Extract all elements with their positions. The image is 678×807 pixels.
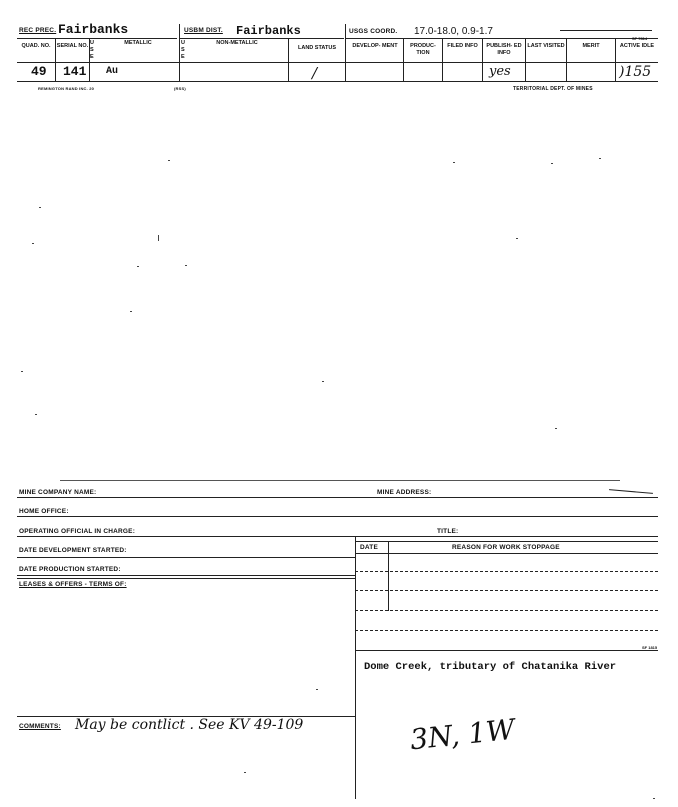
- title-label: TITLE:: [437, 528, 459, 535]
- date-column-label: DATE: [360, 544, 379, 551]
- operating-official-label: OPERATING OFFICIAL IN CHARGE:: [19, 528, 136, 535]
- location-description: Dome Creek, tributary of Chatanika River: [364, 661, 617, 673]
- usbm-dist-label: USBM DIST.: [184, 27, 223, 34]
- col-merit: MERIT: [582, 43, 600, 49]
- rec-prec-label: REC PREC.: [19, 27, 57, 34]
- mine-company-name-label: MINE COMPANY NAME:: [19, 489, 97, 496]
- usgs-coord-value: 17.0-18.0, 0.9-1.7: [414, 26, 493, 37]
- usgs-coord-label: USGS COORD.: [349, 28, 398, 35]
- col-last-visited: LAST VISITED: [527, 43, 565, 49]
- form-number: SF 7814: [632, 36, 648, 41]
- usbm-dist-value: Fairbanks: [236, 24, 301, 38]
- record-serial: 141: [63, 64, 87, 79]
- printer-code: (RSS): [174, 86, 186, 91]
- col-quad-no: QUAD. NO.: [21, 43, 51, 49]
- record-active-idle: )155: [619, 64, 652, 80]
- comments-label: COMMENTS:: [19, 723, 61, 730]
- home-office-label: HOME OFFICE:: [19, 508, 69, 515]
- record-published-info: yes: [489, 64, 511, 79]
- col-use-1: U S E: [90, 40, 94, 60]
- col-active-idle: ACTIVE IDLE: [619, 43, 655, 49]
- record-metallic: Au: [106, 66, 119, 77]
- department-name: TERRITORIAL DEPT. OF MINES: [513, 86, 593, 92]
- col-development: DEVELOP- MENT: [352, 43, 398, 49]
- col-serial-no: SERIAL NO.: [56, 43, 89, 49]
- date-production-label: DATE PRODUCTION STARTED:: [19, 566, 121, 573]
- col-land-status: LAND STATUS: [298, 45, 336, 51]
- date-development-label: DATE DEVELOPMENT STARTED:: [19, 547, 127, 554]
- col-production: PRODUC- TION: [410, 43, 436, 56]
- record-land-status: /: [312, 64, 318, 82]
- col-published-info: PUBLISH- ED INFO: [486, 43, 522, 56]
- col-non-metallic: NON-METALLIC: [216, 40, 258, 46]
- col-metallic: METALLIC: [124, 40, 152, 46]
- printer-credit: REMINGTON RAND INC. 20: [38, 86, 95, 91]
- mine-address-label: MINE ADDRESS:: [377, 489, 432, 496]
- comments-text: May be contlict . See KV 49-109: [75, 717, 304, 733]
- reason-stoppage-label: REASON FOR WORK STOPPAGE: [452, 544, 560, 551]
- rec-prec-value: Fairbanks: [58, 22, 129, 37]
- col-use-2: U S E: [181, 40, 185, 60]
- form-number-bottom: SF 1815: [642, 645, 658, 650]
- col-filed-info: FILED INFO: [447, 43, 478, 49]
- leases-offers-label: LEASES & OFFERS - TERMS OF:: [19, 581, 127, 588]
- township-range: 3N, 1W: [408, 712, 517, 757]
- record-quad: 49: [31, 64, 47, 79]
